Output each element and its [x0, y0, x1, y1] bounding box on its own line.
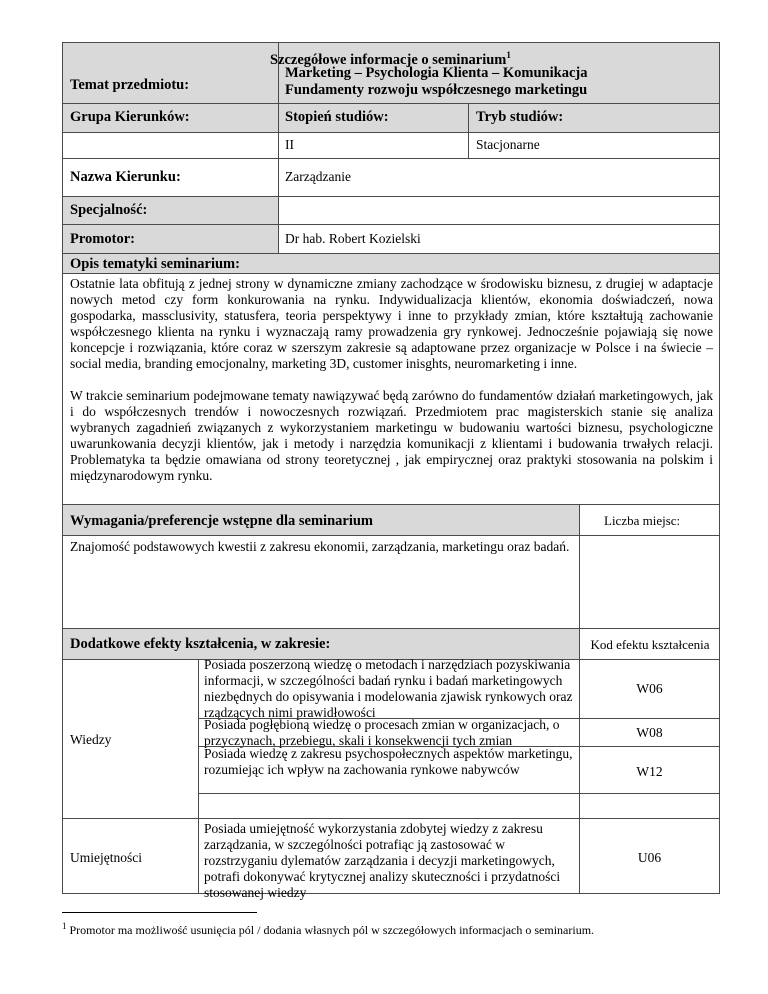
requirements-text: Znajomość podstawowych kwestii z zakresu ekonomii, zarządzania, marketingu oraz badań. — [70, 539, 570, 554]
footnote-number: 1 — [62, 921, 67, 931]
mode-label: Tryb studiów: — [476, 109, 564, 125]
subject-label: Temat przedmiotu: — [70, 77, 190, 93]
footnote-mark: 1 — [506, 50, 511, 60]
outcomes-label: Dodatkowe efekty kształcenia, w zakresie: — [70, 636, 331, 652]
knowledge-item-code: W12 — [636, 764, 663, 779]
seminar-title: Szczegółowe informacje o seminarium$^1$ — [270, 50, 511, 68]
knowledge-item-text: Posiada wiedzę z zakresu psychospołecznych aspektów marketingu, rozumiejąc ich wpływ na zachowania rynkowe nabywców — [204, 746, 573, 777]
knowledge-item-text: Posiada pogłębioną wiedzę o procesach zmian w organizacjach, o przyczynach, przebiegu, skali i konsekwencji tych zmian — [204, 717, 560, 748]
description-label: Opis tematyki seminarium: — [70, 256, 240, 272]
promotor-label: Promotor: — [70, 231, 135, 247]
promotor-value: Dr hab. Robert Kozielski — [285, 231, 421, 246]
knowledge-item-code: W06 — [636, 681, 663, 696]
degree-value: II — [285, 137, 294, 152]
description-paragraph-2: W trakcie seminarium podejmowane tematy nawiązywać będą zarówno do fundamentów działań marketingowych, jak i do współczesnych trendów i nowoczesnych rozwiązań. Przedmiotem prac magisterskich stanie się analiza wybranych zagadnień związanych z wykorzystaniem marketingu w budowaniu wartości biznesu, psychologiczne uwarunkowania decyzji klientów, jak i metody i narzędzia komunikacji z klientami i budowania trwałych relacji. Problematyka ta będzie omawiana od strony teoretycznej , jak empirycznej oraz praktyki stosowania na polskim i międzynarodowym rynku. — [70, 388, 713, 483]
description-paragraph-1: Ostatnie lata obfitują z jednej strony w dynamiczne zmiany zachodzące w środowisku biznesu, z drugiej w adaptacje nowych metod czy form konkurowania na rynku. Indywidualizacja klientów, ekonomia doświadczeń, nowa gospodarka, massclusivity, statusfera, teoria perspektywy i inne to przykłady zmian, które kształtują zachowanie współczesnego klienta na rynku i wyznaczają ramy prowadzenia gry rynkowej. Jednocześnie pojawiają się nowe koncepcje i rozwiązania, które coraz w szerszym zakresie są adaptowane przez organizacje w Polsce i na świecie – social media, branding emocjonalny, marketing 3D, customer inisghts, neuromarketing i inne. — [70, 276, 713, 371]
skills-item-code: U06 — [637, 850, 662, 865]
degree-value-cell — [278, 132, 469, 159]
knowledge-empty-cell — [198, 793, 580, 819]
field-value: Zarządzanie — [285, 169, 351, 184]
specialty-label: Specjalność: — [70, 202, 148, 218]
header-left-cell — [62, 42, 279, 104]
skills-label: Umiejętności — [70, 850, 142, 865]
knowledge-label: Wiedzy — [70, 732, 112, 747]
requirements-label: Wymagania/preferencje wstępne dla seminarium — [70, 513, 373, 529]
seats-value-cell — [579, 535, 720, 629]
seats-label: Liczba miejsc: — [604, 513, 681, 528]
knowledge-item-code: W08 — [636, 725, 663, 740]
degree-label: Stopień studiów: — [285, 109, 389, 125]
skills-item-text: Posiada umiejętność wykorzystania zdobytej wiedzy z zakresu zarządzania, w szczególności potrafiąc ją zastosować w rozstrzyganiu dylematów zarządzania i decyzji marketingowych, potrafi dokonywać krytycznej analizy skuteczności i przydatności stosowanej wiedzy — [204, 821, 561, 900]
knowledge-empty-code-cell — [579, 793, 720, 819]
subject-line-1: Marketing – Psychologia Klienta – Komunikacja — [285, 65, 588, 81]
code-label: Kod efektu kształcenia — [590, 637, 710, 652]
subject-line-2: Fundamenty rozwoju współczesnego marketingu — [285, 82, 588, 98]
group-label: Grupa Kierunków: — [70, 109, 190, 125]
specialty-value-cell — [278, 196, 720, 225]
footnote-text: Promotor ma możliwość usunięcia pól / dodania własnych pól w szczegółowych informacjach o seminarium. — [69, 923, 595, 937]
group-value-cell — [62, 132, 279, 159]
footnote — [62, 919, 742, 937]
footnote-divider — [62, 912, 257, 913]
knowledge-item-text: Posiada poszerzoną wiedzę o metodach i narzędziach pozyskiwania informacji, w szczególności badań rynku i badań marketingowych niezbędnych do opisywania i modelowania zjawisk rynkowych oraz rządzących nimi prawidłowości — [204, 657, 573, 720]
mode-value: Stacjonarne — [476, 137, 540, 152]
field-label: Nazwa Kierunku: — [70, 169, 181, 185]
